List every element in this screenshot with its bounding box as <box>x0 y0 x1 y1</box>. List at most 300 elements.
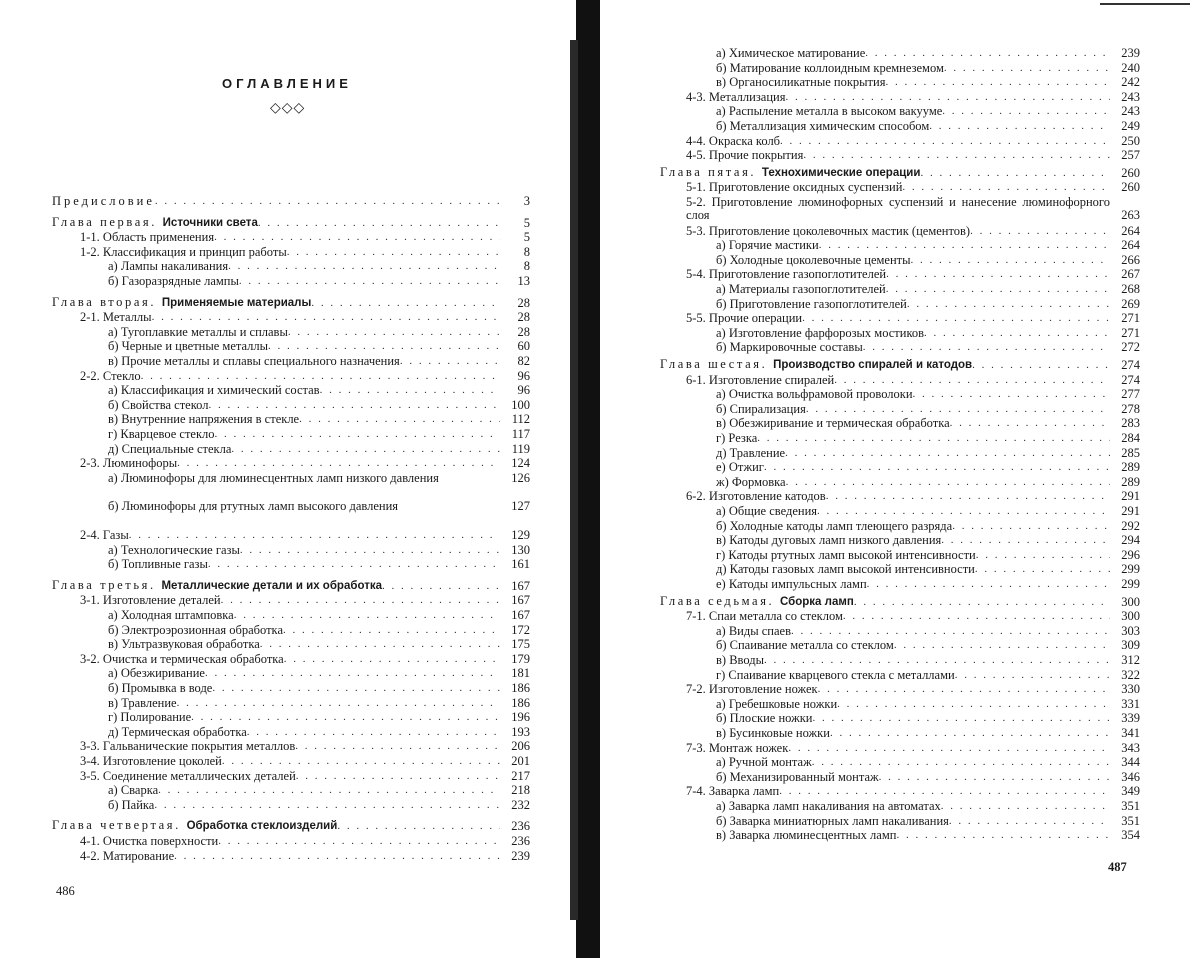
toc-entry-label <box>660 283 886 296</box>
toc-entry-row <box>660 476 1140 489</box>
toc-entry-text: 2-2. Стекло <box>80 368 141 383</box>
dot-leader <box>837 698 1110 711</box>
toc-entry-row <box>660 327 1140 340</box>
dot-leader <box>970 225 1110 238</box>
toc-entry-text: д) Травление <box>716 445 786 460</box>
toc-page-number: 289 <box>1121 474 1140 489</box>
toc-entry-row <box>52 413 530 426</box>
dot-leader <box>177 457 500 470</box>
toc-entry-label <box>52 594 221 607</box>
toc-entry-row <box>660 374 1140 387</box>
toc-entry-label <box>52 544 240 557</box>
dot-leader <box>879 771 1110 784</box>
toc-page-number: 351 <box>1121 813 1140 828</box>
dot-leader <box>780 135 1110 148</box>
dot-leader <box>941 800 1110 813</box>
toc-page-number: 96 <box>517 383 530 398</box>
toc-entry-label <box>660 254 911 267</box>
dot-leader <box>177 697 500 710</box>
toc-entry-text: 5-2. Приготовление люминофорных суспензий и нанесение люминофорного слоя <box>686 195 1110 222</box>
toc-page-number: 274 <box>1121 372 1140 387</box>
toc-entry-text: д) Термическая обработка <box>108 724 247 739</box>
toc-entry-row <box>660 654 1140 667</box>
toc-entry-row <box>660 505 1140 518</box>
toc-page-number: 243 <box>1121 104 1140 119</box>
toc-entry-row <box>52 195 530 208</box>
toc-entry-text: 4-2. Матирование <box>80 848 175 863</box>
toc-page-number: 257 <box>1121 148 1140 163</box>
book-spine <box>576 0 600 958</box>
toc-page-number: 351 <box>1121 799 1140 813</box>
toc-entry-label <box>660 549 976 562</box>
toc-entry-row <box>52 609 530 622</box>
toc-page-number: 296 <box>1121 547 1140 562</box>
toc-entry-label <box>660 505 817 518</box>
dot-leader <box>284 653 500 666</box>
dot-leader <box>911 254 1110 267</box>
toc-entry-text: в) Вводы <box>716 653 764 667</box>
toc-entry-label <box>660 312 802 325</box>
toc-entry-text: в) Бусинковые ножки <box>716 726 830 740</box>
toc-entry-row <box>660 698 1140 711</box>
toc-page-number: 13 <box>517 274 530 288</box>
toc-page-number: 130 <box>511 542 530 557</box>
dot-leader <box>295 740 500 753</box>
toc-entry-label <box>52 340 268 353</box>
toc-entry-label <box>52 370 141 383</box>
dot-leader <box>214 231 500 244</box>
toc-entry-text: 7-3. Монтаж ножек <box>686 740 789 755</box>
toc-entry-label <box>52 399 208 412</box>
toc-page-number: 346 <box>1121 769 1140 784</box>
toc-entry-label <box>52 311 152 324</box>
toc-entry-row <box>52 558 530 571</box>
dot-leader <box>287 246 500 259</box>
toc-entry-label <box>660 563 975 576</box>
toc-entry-row <box>52 355 530 368</box>
page-number-left: 486 <box>56 884 75 898</box>
toc-entry-label <box>660 166 920 180</box>
dot-leader <box>296 770 500 783</box>
toc-entry-label <box>52 428 215 441</box>
toc-page-number: 240 <box>1121 60 1140 75</box>
toc-entry-row <box>52 472 530 485</box>
dot-leader <box>863 341 1110 354</box>
toc-entry-text: г) Спаивание кварцевого стекла с металлами <box>716 667 955 682</box>
toc-entry-text: б) Спаивание металла со стеклом <box>716 638 894 653</box>
toc-entry-row <box>52 500 530 513</box>
toc-entry-text: б) Свойства стекол <box>108 397 209 412</box>
dot-leader <box>288 326 500 339</box>
toc-entry-row <box>660 120 1140 133</box>
toc-entry-label <box>52 472 500 485</box>
toc-page-number: 236 <box>511 834 530 848</box>
toc-entry-text: д) Специальные стекла <box>108 441 232 456</box>
dot-leader <box>854 596 1110 609</box>
toc-entry-text: Предисловие <box>52 194 155 208</box>
toc-chapter-row <box>660 358 1140 372</box>
toc-page-number: 28 <box>517 310 530 325</box>
dot-leader <box>320 384 500 397</box>
chapter-number: Глава третья. <box>52 577 162 592</box>
toc-entry-label <box>660 595 854 609</box>
toc-page-number: 217 <box>511 768 530 783</box>
dot-leader <box>382 580 500 593</box>
toc-entry-row <box>660 239 1140 252</box>
toc-page-number: 129 <box>511 528 530 542</box>
toc-entry-label <box>660 403 806 416</box>
toc-page-number: 331 <box>1121 696 1140 711</box>
toc-page-number: 278 <box>1121 401 1140 416</box>
toc-page-number: 285 <box>1121 445 1140 460</box>
toc-page-number: 300 <box>1121 594 1140 609</box>
toc-entry-text: а) Люминофоры для люминесцентных ламп низкого давления <box>108 470 439 485</box>
toc-entry-text: 3-5. Соединение металлических деталей <box>80 768 296 783</box>
toc-page-number: 268 <box>1121 282 1140 296</box>
toc-entry-label <box>52 740 295 753</box>
toc-entry-text: 3-2. Очистка и термическая обработка <box>80 651 284 666</box>
dot-leader <box>806 403 1110 416</box>
dot-leader <box>764 461 1110 474</box>
toc-entry-row <box>660 417 1140 430</box>
toc-entry-text: б) Холодные цоколевочные цементы <box>716 252 911 267</box>
toc-entry-label <box>52 195 155 208</box>
toc-page-number: 267 <box>1121 267 1140 282</box>
toc-entry-row <box>660 771 1140 784</box>
toc-entry-text: а) Холодная штамповка <box>108 608 234 622</box>
toc-entry-label <box>660 800 941 813</box>
toc-entry-label <box>52 457 177 470</box>
dot-leader <box>886 283 1110 296</box>
dot-leader <box>155 195 500 208</box>
toc-page-number: 193 <box>511 724 530 739</box>
dot-leader <box>802 312 1110 325</box>
toc-entry-label <box>660 727 830 740</box>
toc-entry-text: а) Материалы газопоглотителей <box>716 282 886 296</box>
toc-entry-label <box>660 625 791 638</box>
toc-entry-label <box>660 476 786 489</box>
dot-leader <box>826 490 1110 503</box>
dot-leader <box>141 370 500 383</box>
toc-page-number: 96 <box>517 368 530 383</box>
toc-entry-row <box>660 727 1140 740</box>
toc-entry-text: г) Полирование <box>108 710 192 725</box>
dot-leader <box>268 340 500 353</box>
chapter-number: Глава седьмая. <box>660 593 780 608</box>
dot-leader <box>812 756 1110 769</box>
chapter-title: Металлические детали и их обработка <box>161 579 382 592</box>
toc-entry-label <box>52 653 284 666</box>
toc-entry-label <box>52 682 212 695</box>
toc-entry-text: ж) Формовка <box>716 474 786 489</box>
toc-entry-text: а) Ручной монтаж <box>716 755 812 770</box>
toc-entry-text: 2-1. Металлы <box>80 310 152 325</box>
toc-entry-label <box>52 558 208 571</box>
dot-leader <box>129 529 500 542</box>
toc-page-number: 186 <box>511 681 530 695</box>
toc-entry-text: 5-3. Приготовление цоколевочных мастик (цементов) <box>686 223 971 238</box>
toc-entry-row <box>660 62 1140 75</box>
toc-page-number: 294 <box>1121 533 1140 548</box>
dot-leader <box>975 563 1110 576</box>
toc-entry-text: 4-4. Окраска колб <box>686 133 781 148</box>
toc-entry-label <box>660 578 867 591</box>
toc-entry-label <box>660 47 865 60</box>
toc-entry-row <box>52 653 530 666</box>
toc-entry-text: а) Технологические газы <box>108 542 240 557</box>
toc-page-number: 218 <box>511 783 530 798</box>
page-title: ОГЛАВЛЕНИЕ <box>222 76 352 91</box>
toc-entry-row <box>660 742 1140 755</box>
toc-entry-text: б) Холодные катоды ламп тлеющего разряда <box>716 518 953 533</box>
toc-page-number: 277 <box>1121 387 1140 402</box>
toc-entry-label <box>52 246 287 259</box>
toc-entry-text: а) Классификация и химический состав <box>108 383 320 398</box>
toc-entry-row <box>660 461 1140 474</box>
toc-entry-row <box>52 594 530 607</box>
toc-entry-row <box>660 312 1140 325</box>
toc-entry-text: а) Заварка ламп накаливания на автоматах <box>716 799 941 813</box>
toc-entry-text: 7-1. Спаи металла со стеклом <box>686 609 843 624</box>
toc-entry-label <box>660 683 818 696</box>
toc-page-number: 243 <box>1121 89 1140 104</box>
toc-entry-label <box>52 624 283 637</box>
toc-entry-text: г) Катоды ртутных ламп высокой интенсивности <box>716 547 976 562</box>
toc-entry-text: в) Травление <box>108 695 177 710</box>
toc-entry-row <box>52 799 530 812</box>
toc-page-number: 232 <box>511 797 530 812</box>
toc-page-number: 82 <box>517 354 530 368</box>
toc-page-number: 172 <box>511 622 530 637</box>
dot-leader <box>208 558 500 571</box>
dot-leader <box>154 799 500 812</box>
dot-leader <box>830 727 1110 740</box>
toc-entry-row <box>660 403 1140 416</box>
toc-entry-text: 5-5. Прочие операции <box>686 311 803 326</box>
dot-leader <box>894 639 1110 652</box>
toc-page-number: 349 <box>1121 784 1140 799</box>
toc-chapter-row <box>52 296 530 310</box>
toc-entry-label <box>52 835 218 848</box>
toc-entry-text: е) Отжиг <box>716 460 764 475</box>
toc-page-number: 299 <box>1121 562 1140 577</box>
toc-entry-row <box>660 47 1140 60</box>
chapter-number: Глава первая. <box>52 214 163 229</box>
toc-page-number: 181 <box>511 666 530 681</box>
toc-entry-label <box>660 149 803 162</box>
dot-leader <box>865 47 1110 60</box>
toc-entry-label <box>660 742 788 755</box>
toc-entry-text: в) Катоды дуговых ламп низкого давления <box>716 533 942 548</box>
dot-leader <box>228 260 500 273</box>
toc-entry-label <box>660 225 970 238</box>
toc-entry-label <box>52 819 337 833</box>
dot-leader <box>812 712 1110 725</box>
toc-entry-row <box>660 785 1140 798</box>
dot-leader <box>803 149 1110 162</box>
toc-entry-text: 6-1. Изготовление спиралей <box>686 372 835 387</box>
toc-page-number: 283 <box>1121 416 1140 431</box>
toc-page-number: 8 <box>523 244 530 259</box>
toc-entry-label <box>660 76 885 89</box>
toc-entry-text: б) Газоразрядные лампы <box>108 274 239 288</box>
toc-page-number: 112 <box>511 412 530 427</box>
toc-entry-label <box>52 609 234 622</box>
toc-entry-row <box>660 520 1140 533</box>
toc-entry-row <box>52 770 530 783</box>
dot-leader <box>215 428 500 441</box>
toc-entry-label <box>52 697 177 710</box>
toc-page-number: 339 <box>1121 711 1140 726</box>
toc-entry-label <box>52 726 247 739</box>
dot-leader <box>791 625 1110 638</box>
toc-entry-text: г) Кварцевое стекло <box>108 427 215 441</box>
dot-leader <box>907 298 1110 311</box>
toc-entry-label <box>660 298 907 311</box>
dot-leader <box>944 62 1110 75</box>
toc-chapter-row <box>52 819 530 833</box>
toc-entry-row <box>52 384 530 397</box>
toc-entry-label <box>52 216 258 230</box>
toc-entry-row <box>52 624 530 637</box>
toc-entry-text: 5-4. Приготовление газопоглотителей <box>686 267 887 282</box>
toc-entry-label <box>660 669 955 682</box>
toc-entry-label <box>660 417 950 430</box>
toc-page-number: 249 <box>1121 119 1140 133</box>
toc-entry-label <box>52 850 174 863</box>
toc-entry-label <box>52 667 205 680</box>
toc-entry-text: б) Заварка миниатюрных ламп накаливания <box>716 813 949 828</box>
toc-page-number: 201 <box>511 754 530 768</box>
dot-leader <box>247 726 500 739</box>
toc-entry-label <box>660 374 834 387</box>
toc-page-number: 206 <box>511 739 530 754</box>
dot-leader <box>221 594 500 607</box>
toc-entry-text: 6-2. Изготовление катодов <box>686 489 826 504</box>
dot-leader <box>218 835 500 848</box>
toc-entry-row <box>660 196 1140 222</box>
toc-entry-label <box>52 231 214 244</box>
toc-page-number: 269 <box>1121 296 1140 311</box>
toc-entry-text: 3-4. Изготовление цоколей <box>80 754 222 768</box>
toc-entry-row <box>660 815 1140 828</box>
dot-leader <box>239 275 500 288</box>
dot-leader <box>885 76 1110 89</box>
toc-entry-text: б) Спирализация <box>716 401 806 416</box>
toc-entry-text: а) Сварка <box>108 783 159 798</box>
dot-leader <box>955 669 1110 682</box>
toc-page-number: 5 <box>523 215 530 230</box>
toc-page-number: 343 <box>1121 740 1140 755</box>
toc-page-number: 264 <box>1121 238 1140 253</box>
toc-chapter-row <box>52 216 530 230</box>
toc-page-number: 250 <box>1121 133 1140 148</box>
dot-leader <box>208 399 500 412</box>
dot-leader <box>757 432 1110 445</box>
toc-entry-row <box>52 682 530 695</box>
toc-entry-row <box>660 756 1140 769</box>
toc-entry-row <box>660 225 1140 238</box>
toc-entry-row <box>660 432 1140 445</box>
toc-page-number: 167 <box>511 578 530 593</box>
toc-entry-text: в) Прочие металлы и сплавы специального назначения <box>108 354 400 368</box>
dot-leader <box>299 413 500 426</box>
toc-entry-text: д) Катоды газовых ламп высокой интенсивности <box>716 562 975 577</box>
toc-entry-row <box>52 529 530 542</box>
toc-entry-label <box>52 770 296 783</box>
toc-entry-row <box>660 298 1140 311</box>
toc-entry-text: в) Ультразвуковая обработка <box>108 637 260 652</box>
toc-entry-label <box>660 135 780 148</box>
toc-entry-row <box>52 443 530 456</box>
toc-entry-text: а) Общие сведения <box>716 504 818 518</box>
toc-entry-text: б) Электроэрозионная обработка <box>108 622 283 637</box>
dot-leader <box>924 327 1110 340</box>
toc-entry-label <box>660 91 785 104</box>
toc-entry-text: а) Горячие мастики <box>716 238 819 253</box>
toc-entry-text: 4-5. Прочие покрытия <box>686 148 804 163</box>
toc-entry-row <box>660 149 1140 162</box>
dot-leader <box>158 784 500 797</box>
dot-leader <box>952 520 1110 533</box>
toc-page-number: 179 <box>511 651 530 666</box>
dot-leader <box>949 815 1110 828</box>
toc-entry-label <box>660 639 894 652</box>
toc-page-number: 196 <box>511 710 530 725</box>
toc-entry-row <box>660 625 1140 638</box>
dot-leader <box>972 359 1110 372</box>
toc-page-number: 271 <box>1121 325 1140 340</box>
chapter-title: Технохимические операции <box>761 166 921 179</box>
page-number-right: 487 <box>1108 860 1127 874</box>
toc-entry-row <box>52 667 530 680</box>
toc-chapter-row <box>52 579 530 593</box>
toc-entry-text: 2-4. Газы <box>80 528 129 542</box>
toc-entry-row <box>660 829 1140 842</box>
toc-entry-text: б) Приготовление газопоглотителей <box>716 296 907 311</box>
toc-page-number: 341 <box>1121 726 1140 740</box>
toc-entry-row <box>660 254 1140 267</box>
toc-page-number: 119 <box>511 441 530 456</box>
toc-entry-row <box>52 457 530 470</box>
dot-leader <box>174 850 500 863</box>
toc-entry-row <box>52 697 530 710</box>
toc-entry-row <box>660 490 1140 503</box>
toc-page-number: 236 <box>511 819 530 834</box>
toc-entry-row <box>52 260 530 273</box>
toc-page-number: 263 <box>1121 208 1140 222</box>
left-page <box>52 0 530 958</box>
toc-entry-text: б) Пайка <box>108 797 155 812</box>
toc-entry-label <box>660 432 757 445</box>
toc-page-number: 266 <box>1121 252 1140 267</box>
toc-entry-text: 7-2. Изготовление ножек <box>686 682 818 697</box>
toc-chapter-row <box>660 166 1140 180</box>
toc-entry-row <box>660 534 1140 547</box>
toc-entry-row <box>660 135 1140 148</box>
toc-entry-row <box>52 726 530 739</box>
toc-entry-text: а) Распыление металла в высоком вакууме <box>716 104 943 119</box>
toc-entry-row <box>52 311 530 324</box>
toc-entry-row <box>52 326 530 339</box>
toc-page-number: 289 <box>1121 460 1140 475</box>
toc-entry-row <box>660 76 1140 89</box>
dot-leader <box>976 549 1110 562</box>
toc-entry-text: б) Маркировочные составы <box>716 340 863 355</box>
chapter-title: Производство спиралей и катодов <box>773 359 973 371</box>
dot-leader <box>231 443 500 456</box>
chapter-title: Сборка ламп <box>780 595 854 608</box>
